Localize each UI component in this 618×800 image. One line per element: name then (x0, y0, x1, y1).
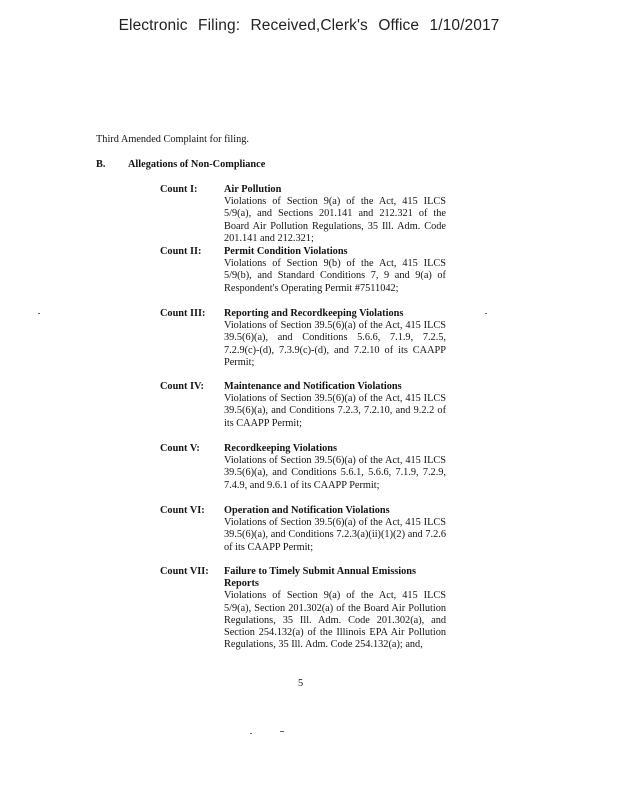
count-title: Operation and Notification Violations (224, 505, 390, 516)
filing-stamp: Electronic Filing: Received,Clerk's Office 1/10/2017 (118, 17, 500, 34)
count-label: Count IV: (160, 381, 204, 392)
count-description: Violations of Section 9(a) of the Act, 415 ILCS 5/9(a), Section 201.302(a) of the Board Air Pollution Regulations, 35 Ill. Adm. Code 201.302(a), and Section 254.132(a) of the Illinois EPA Air Pollution Regulations, 35 Ill. Adm. Code 254.132(a); and, (224, 590, 446, 651)
scan-speck (280, 731, 284, 732)
scan-speck (250, 733, 252, 734)
count-title: Failure to Timely Submit Annual Emissions Reports (224, 566, 416, 590)
section-heading: Allegations of Non-Compliance (128, 159, 266, 170)
count-description: Violations of Section 39.5(6)(a) of the Act, 415 ILCS 39.5(6)(a), and Conditions 7.2.3, 7.2.10, and 9.2.2 of its CAAPP Permit; (224, 393, 446, 429)
count-description: Violations of Section 39.5(6)(a) of the Act, 415 ILCS 39.5(6)(a), and Conditions 5.6.1, 5.6.6, 7.1.9, 7.2.9, 7.4.9, and 9.6.1 of its CAAPP Permit; (224, 455, 446, 491)
count-title: Permit Condition Violations (224, 246, 348, 257)
intro-text: Third Amended Complaint for filing. (96, 134, 250, 145)
count-description: Violations of Section 39.5(6)(a) of the Act, 415 ILCS 39.5(6)(a), and Conditions 7.2.3(a)(ii)(1)(2) and 7.2.6 of its CAAPP Permit; (224, 517, 446, 553)
count-description: Violations of Section 9(a) of the Act, 415 ILCS 5/9(a), and Sections 201.141 and 212.321 of the Board Air Pollution Regulations, 35 Ill. Adm. Code 201.141 and 212.321; (224, 196, 446, 244)
section-letter: B. (96, 159, 106, 170)
count-description: Violations of Section 9(b) of the Act, 415 ILCS 5/9(b), and Standard Conditions 7, 9 and 9(a) of Respondent's Operating Permit #7511042; (224, 258, 446, 294)
page-number: 5 (298, 678, 304, 689)
count-title: Air Pollution (224, 184, 282, 195)
count-label: Count VI: (160, 505, 205, 516)
count-title: Reporting and Recordkeeping Violations (224, 308, 404, 319)
count-label: Count II: (160, 246, 202, 257)
count-label: Count I: (160, 184, 198, 195)
count-title: Recordkeeping Violations (224, 443, 337, 454)
count-description: Violations of Section 39.5(6)(a) of the Act, 415 ILCS 39.5(6)(a), and Conditions 5.6.6, 7.1.9, 7.2.5, 7.2.9(c)-(d), 7.3.9(c)-(d), and 7.2.10 of its CAAPP Permit; (224, 320, 446, 368)
scan-speck (38, 313, 40, 314)
count-title: Maintenance and Notification Violations (224, 381, 402, 392)
count-label: Count III: (160, 308, 206, 319)
count-label: Count V: (160, 443, 200, 454)
scan-speck (485, 313, 487, 314)
count-label: Count VII: (160, 566, 209, 577)
